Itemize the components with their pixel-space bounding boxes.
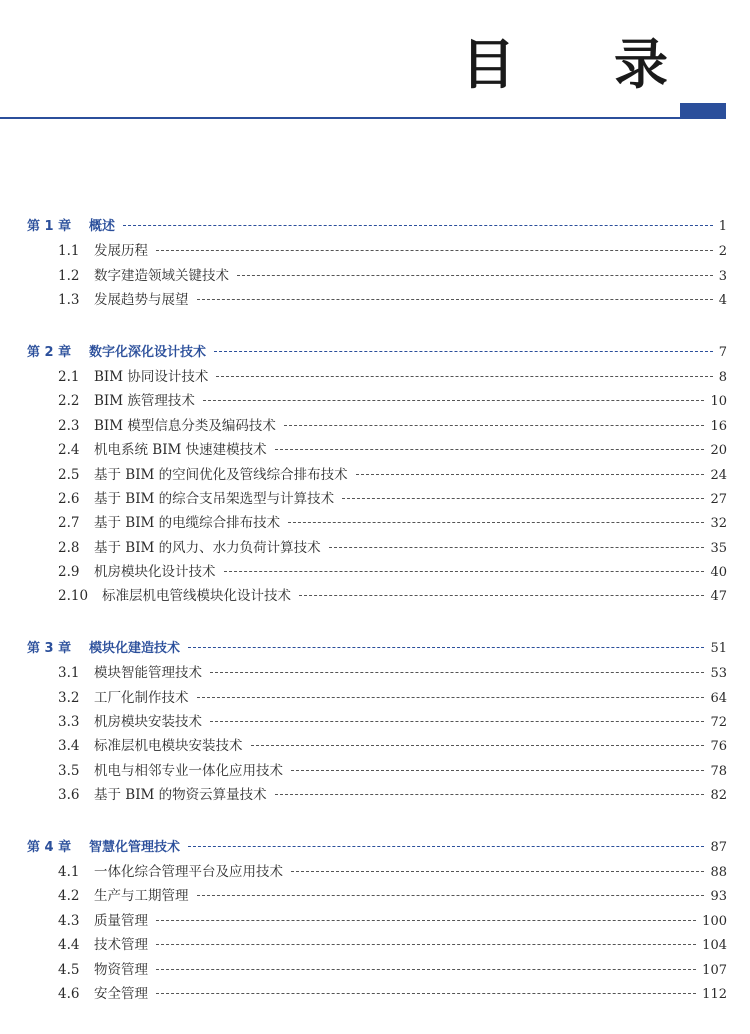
section-entry[interactable] <box>27 982 727 1006</box>
entry-number: 2.9 <box>58 564 80 581</box>
section-entry[interactable] <box>27 909 727 933</box>
chapter-block <box>27 341 727 609</box>
section-entry[interactable] <box>27 288 727 312</box>
entry-title: 技术管理 <box>94 937 148 954</box>
entry-page-number: 32 <box>710 516 727 532</box>
entry-page-number: 78 <box>710 763 727 779</box>
dot-leader <box>275 794 705 795</box>
dot-leader <box>237 275 713 276</box>
dot-leader <box>214 351 713 352</box>
chapter-block <box>27 836 727 1007</box>
entry-number: 2.2 <box>58 393 80 410</box>
entry-page-number: 64 <box>710 690 727 706</box>
entry-title: 一体化综合管理平台及应用技术 <box>94 863 283 880</box>
entry-title: 安全管理 <box>94 985 148 1002</box>
entry-page-number: 76 <box>710 739 727 755</box>
entry-page-number: 100 <box>702 913 727 929</box>
entry-title: 数字建造领域关键技术 <box>94 267 229 284</box>
dot-leader <box>197 895 705 896</box>
dot-leader <box>210 721 704 722</box>
section-entry[interactable] <box>27 686 727 710</box>
entry-title: 生产与工期管理 <box>94 888 189 905</box>
dot-leader <box>156 250 713 251</box>
dot-leader <box>197 697 705 698</box>
header-accent-block <box>680 103 726 119</box>
entry-title: 质量管理 <box>94 912 148 929</box>
entry-page-number: 7 <box>718 344 727 360</box>
section-entry[interactable] <box>27 783 727 807</box>
section-entry[interactable] <box>27 463 727 487</box>
entry-number: 第 1 章 <box>27 219 72 234</box>
entry-page-number: 2 <box>718 244 727 260</box>
page-title: 目 录 <box>461 33 708 96</box>
entry-number: 1.2 <box>58 267 80 284</box>
entry-title: 基于 BIM 的空间优化及管线综合排布技术 <box>94 466 348 483</box>
section-entry[interactable] <box>27 958 727 982</box>
dot-leader <box>188 647 704 648</box>
section-entry[interactable] <box>27 584 727 608</box>
dot-leader <box>197 299 713 300</box>
chapter-entry[interactable] <box>27 637 727 661</box>
entry-number: 4.1 <box>58 863 80 880</box>
header-rule <box>0 117 680 119</box>
entry-page-number: 51 <box>710 640 727 656</box>
section-entry[interactable] <box>27 734 727 758</box>
chapter-block <box>27 215 727 313</box>
entry-number: 2.3 <box>58 417 80 434</box>
entry-number: 1.3 <box>58 292 80 309</box>
section-entry[interactable] <box>27 389 727 413</box>
entry-page-number: 82 <box>710 788 727 804</box>
entry-page-number: 112 <box>702 986 727 1002</box>
entry-title: 发展历程 <box>94 243 148 260</box>
dot-leader <box>275 449 705 450</box>
dot-leader <box>342 498 704 499</box>
chapter-entry[interactable] <box>27 836 727 860</box>
entry-title: 模块智能管理技术 <box>94 665 202 682</box>
entry-number: 4.2 <box>58 888 80 905</box>
section-entry[interactable] <box>27 560 727 584</box>
entry-title: BIM 模型信息分类及编码技术 <box>94 417 276 434</box>
entry-number: 2.1 <box>58 368 80 385</box>
dot-leader <box>251 745 705 746</box>
entry-number: 第 2 章 <box>27 344 72 360</box>
entry-page-number: 4 <box>718 293 727 309</box>
entry-number: 3.6 <box>58 787 80 804</box>
entry-title: 智慧化管理技术 <box>89 839 181 855</box>
dot-leader <box>216 376 712 377</box>
section-entry[interactable] <box>27 239 727 263</box>
dot-leader <box>224 571 705 572</box>
entry-page-number: 93 <box>710 889 727 905</box>
entry-number: 3.1 <box>58 665 80 682</box>
entry-title: 机房模块化设计技术 <box>94 564 216 581</box>
section-entry[interactable] <box>27 933 727 957</box>
dot-leader <box>156 993 696 994</box>
section-entry[interactable] <box>27 438 727 462</box>
chapter-entry[interactable] <box>27 341 727 365</box>
entry-title: 基于 BIM 的风力、水力负荷计算技术 <box>94 539 321 556</box>
entry-page-number: 35 <box>710 540 727 556</box>
entry-page-number: 8 <box>718 369 727 385</box>
entry-number: 2.8 <box>58 539 80 556</box>
dot-leader <box>329 547 705 548</box>
entry-number: 第 3 章 <box>27 640 72 656</box>
entry-title: 标准层机电管线模块化设计技术 <box>102 588 291 605</box>
entry-number: 4.3 <box>58 912 80 929</box>
dot-leader <box>299 595 704 596</box>
entry-number: 1.1 <box>58 243 80 260</box>
entry-title: 数字化深化设计技术 <box>89 344 207 360</box>
entry-title: BIM 协同设计技术 <box>94 368 209 385</box>
dot-leader <box>123 225 713 226</box>
entry-title: 工厂化制作技术 <box>94 689 189 706</box>
entry-page-number: 20 <box>710 443 727 459</box>
entry-page-number: 10 <box>710 394 727 410</box>
table-of-contents <box>27 215 727 1034</box>
entry-page-number: 3 <box>718 268 727 284</box>
chapter-block <box>27 637 727 808</box>
entry-page-number: 16 <box>710 418 727 434</box>
entry-title: 基于 BIM 的物资云算量技术 <box>94 787 267 804</box>
section-entry[interactable] <box>27 710 727 734</box>
entry-page-number: 27 <box>710 491 727 507</box>
entry-number: 4.6 <box>58 985 80 1002</box>
dot-leader <box>288 522 704 523</box>
entry-page-number: 40 <box>710 565 727 581</box>
section-entry[interactable] <box>27 414 727 438</box>
entry-number: 2.5 <box>58 466 80 483</box>
entry-page-number: 104 <box>702 938 727 954</box>
dot-leader <box>203 400 705 401</box>
dot-leader <box>188 846 704 847</box>
entry-number: 第 4 章 <box>27 839 72 855</box>
entry-number: 2.6 <box>58 490 80 507</box>
entry-title: 概述 <box>89 219 116 234</box>
entry-title: 基于 BIM 的电缆综合排布技术 <box>94 515 281 532</box>
entry-page-number: 107 <box>702 962 727 978</box>
entry-page-number: 1 <box>718 219 727 234</box>
section-entry[interactable] <box>27 536 727 560</box>
dot-leader <box>156 920 696 921</box>
dot-leader <box>291 871 704 872</box>
entry-page-number: 47 <box>710 589 727 605</box>
entry-number: 3.3 <box>58 714 80 731</box>
entry-number: 3.4 <box>58 738 80 755</box>
dot-leader <box>356 474 705 475</box>
entry-page-number: 72 <box>710 715 727 731</box>
entry-title: BIM 族管理技术 <box>94 393 195 410</box>
entry-title: 基于 BIM 的综合支吊架选型与计算技术 <box>94 490 335 507</box>
section-entry[interactable] <box>27 264 727 288</box>
entry-title: 发展趋势与展望 <box>94 292 189 309</box>
dot-leader <box>291 770 704 771</box>
entry-title: 物资管理 <box>94 961 148 978</box>
entry-title: 模块化建造技术 <box>89 640 181 656</box>
chapter-entry[interactable] <box>27 215 727 239</box>
entry-number: 4.5 <box>58 961 80 978</box>
dot-leader <box>284 425 705 426</box>
section-entry[interactable] <box>27 511 727 535</box>
dot-leader <box>156 944 696 945</box>
entry-number: 2.7 <box>58 515 80 532</box>
entry-number: 2.4 <box>58 442 80 459</box>
section-entry[interactable] <box>27 884 727 908</box>
section-entry[interactable] <box>27 365 727 389</box>
entry-title: 机房模块安装技术 <box>94 714 202 731</box>
entry-title: 机电系统 BIM 快速建模技术 <box>94 442 267 459</box>
section-entry[interactable] <box>27 661 727 685</box>
dot-leader <box>210 672 704 673</box>
entry-title: 机电与相邻专业一体化应用技术 <box>94 762 283 779</box>
section-entry[interactable] <box>27 487 727 511</box>
entry-page-number: 24 <box>710 467 727 483</box>
entry-number: 3.2 <box>58 689 80 706</box>
entry-page-number: 87 <box>710 839 727 855</box>
entry-page-number: 53 <box>710 666 727 682</box>
entry-page-number: 88 <box>710 864 727 880</box>
section-entry[interactable] <box>27 759 727 783</box>
entry-title: 标准层机电模块安装技术 <box>94 738 243 755</box>
entry-number: 3.5 <box>58 762 80 779</box>
section-entry[interactable] <box>27 860 727 884</box>
entry-number: 2.10 <box>58 588 89 605</box>
entry-number: 4.4 <box>58 937 80 954</box>
dot-leader <box>156 969 696 970</box>
